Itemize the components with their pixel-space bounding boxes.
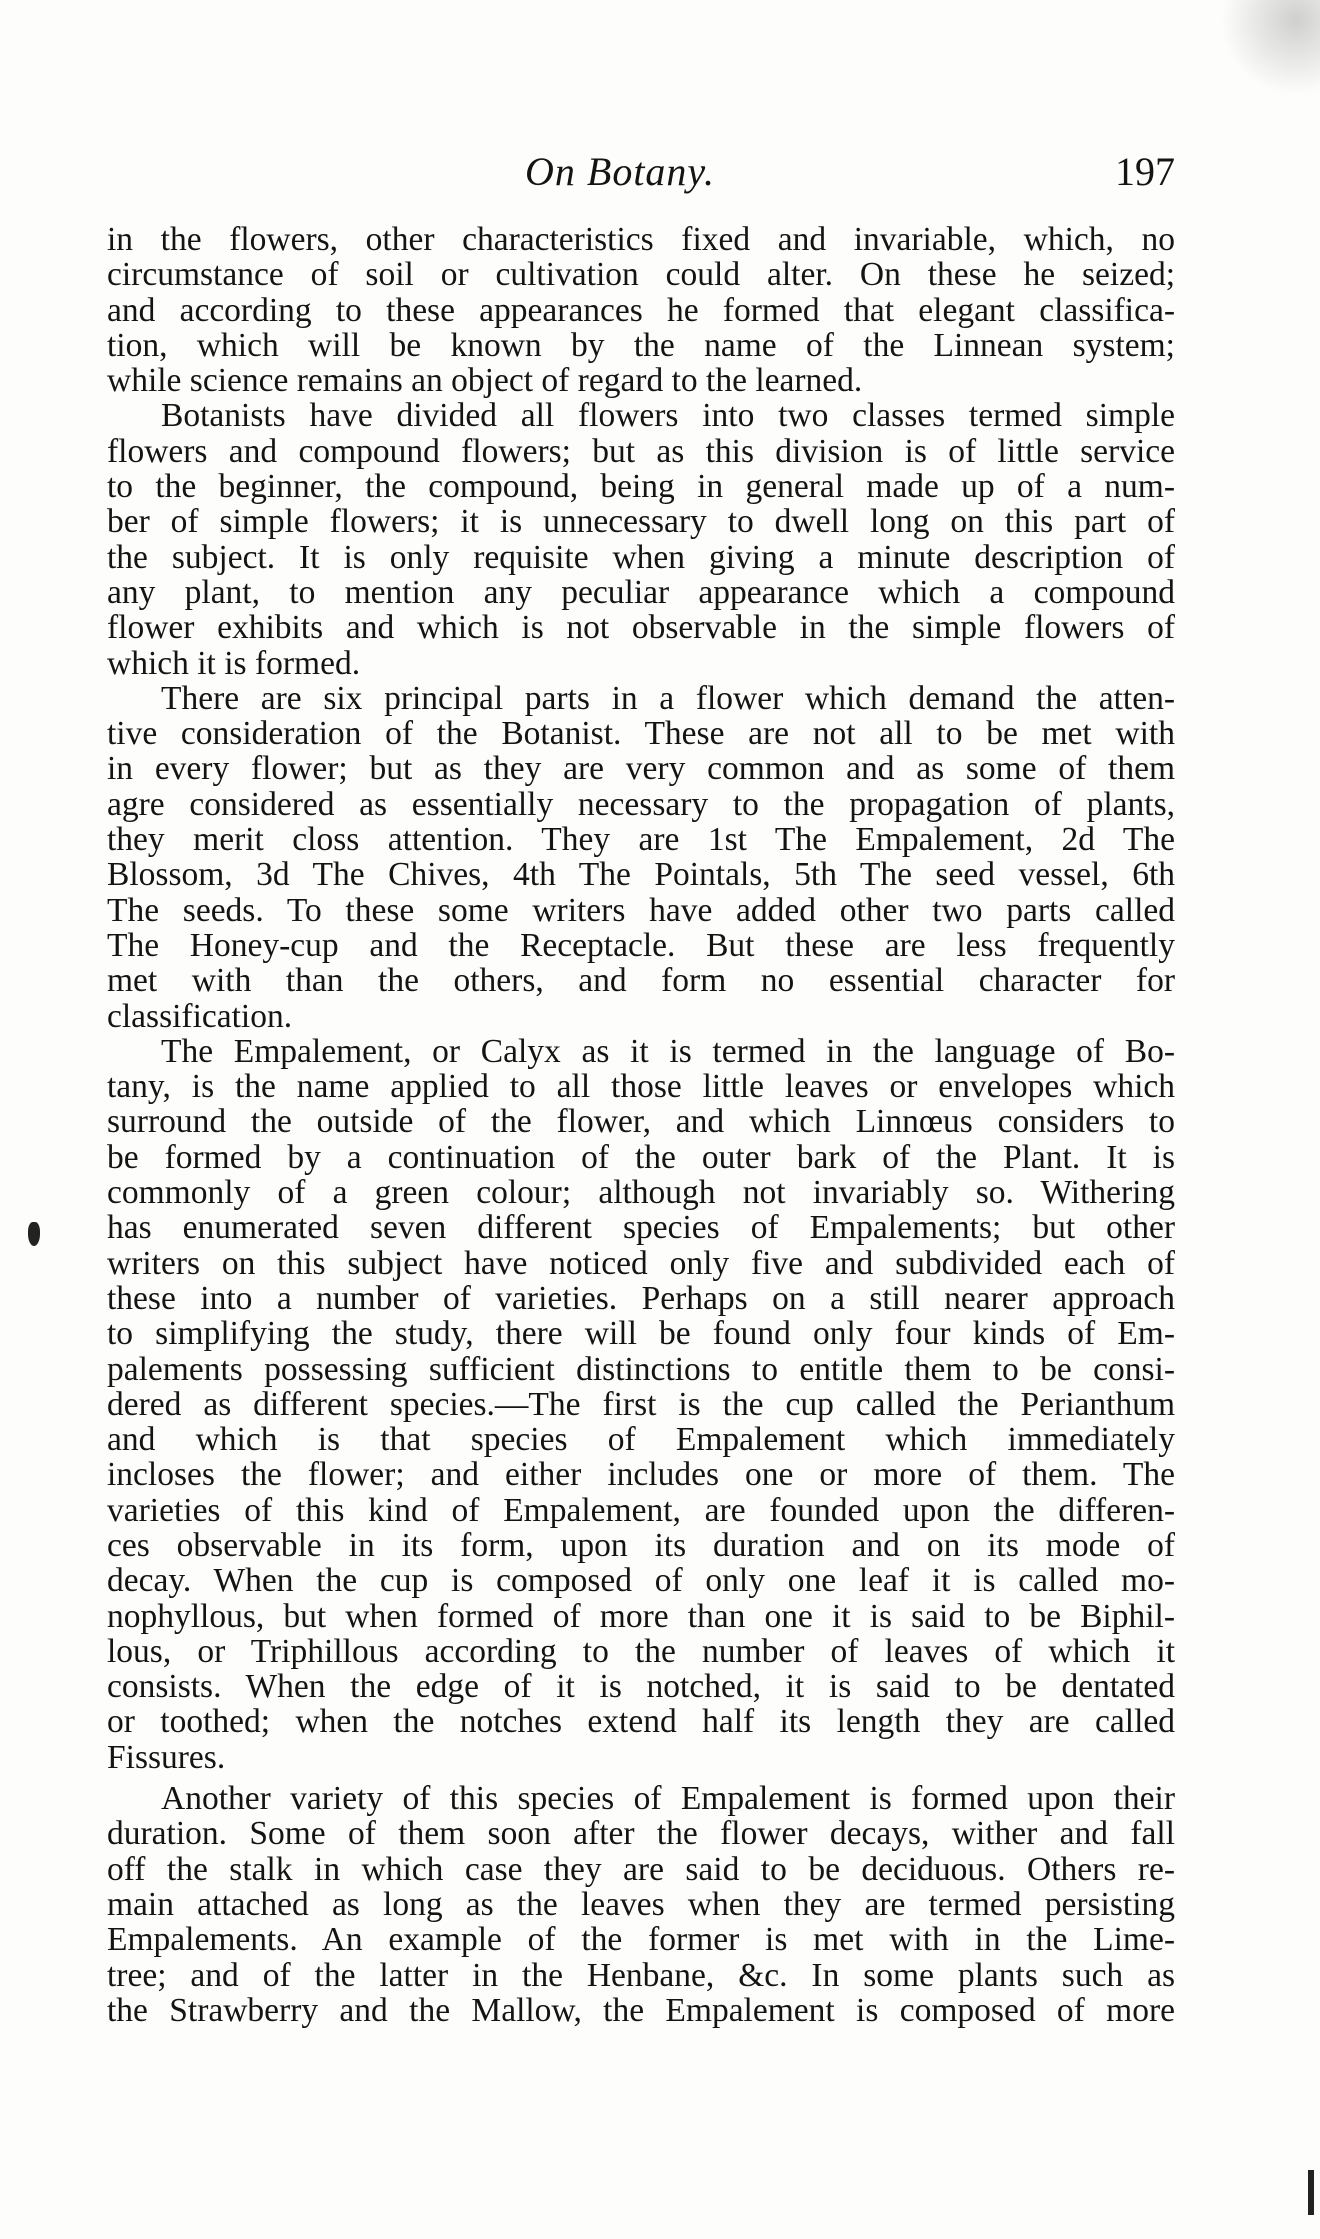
text-line: The seeds. To these some writers have added other two parts called bbox=[107, 892, 1175, 928]
text-line: ces observable in its form, upon its duration and on its mode of bbox=[107, 1527, 1175, 1564]
text-line: nophyllous, but when formed of more than one it is said to be Biphil- bbox=[107, 1598, 1175, 1634]
text-line: decay. When the cup is composed of only one leaf it is called mo- bbox=[107, 1563, 1175, 1599]
text-line: to the beginner, the compound, being in general made up of a num- bbox=[107, 469, 1175, 505]
paper-speckle bbox=[1200, 0, 1320, 100]
text-line: ber of simple flowers; it is unnecessary to dwell long on this part of bbox=[107, 504, 1175, 540]
text-line: duration. Some of them soon after the flower decays, wither and fall bbox=[107, 1816, 1175, 1852]
text-line: varieties of this kind of Empalement, are founded upon the differen- bbox=[107, 1492, 1175, 1528]
text-line: flower exhibits and which is not observable in the simple flowers of bbox=[107, 610, 1175, 646]
text-line: in every flower; but as they are very common and as some of them bbox=[107, 751, 1175, 787]
text-line: incloses the flower; and either includes one or more of them. The bbox=[107, 1457, 1175, 1493]
text-line: which it is formed. bbox=[107, 645, 361, 681]
text-line: Another variety of this species of Empalement is formed upon their bbox=[161, 1781, 1175, 1817]
text-line: in the flowers, other characteristics fixed and invariable, which, no bbox=[107, 222, 1175, 258]
text-line: classification. bbox=[107, 998, 293, 1034]
text-line: Botanists have divided all flowers into two classes termed simple bbox=[161, 398, 1175, 434]
text-line: flowers and compound flowers; but as this division is of little service bbox=[107, 433, 1175, 470]
text-line: and according to these appearances he formed that elegant classifica- bbox=[107, 292, 1175, 328]
text-line: while science remains an object of regard to the learned. bbox=[107, 363, 863, 399]
text-line: dered as different species.—The first is the cup called the Perianthum bbox=[107, 1386, 1175, 1423]
page-edge-mark bbox=[1308, 2170, 1314, 2215]
text-line: the subject. It is only requisite when giving a minute description of bbox=[107, 539, 1175, 575]
text-line: agre considered as essentially necessary to the propagation of plants, bbox=[107, 786, 1175, 823]
text-line: surround the outside of the flower, and which Linnœus considers to bbox=[107, 1104, 1175, 1140]
body-text bbox=[107, 222, 1175, 2028]
text-line: the Strawberry and the Mallow, the Empalement is composed of more bbox=[107, 1992, 1175, 2029]
running-head bbox=[105, 148, 1175, 198]
text-line: be formed by a continuation of the outer bark of the Plant. It is bbox=[107, 1139, 1175, 1176]
text-line: The Honey-cup and the Receptacle. But these are less frequently bbox=[107, 927, 1175, 964]
text-line: these into a number of varieties. Perhaps on a still nearer approach bbox=[107, 1280, 1175, 1317]
text-line: Fissures. bbox=[107, 1739, 226, 1776]
text-line: tion, which will be known by the name of the Linnean system; bbox=[107, 327, 1175, 364]
text-line: There are six principal parts in a flower which demand the atten- bbox=[161, 680, 1175, 717]
text-line: writers on this subject have noticed only five and subdivided each of bbox=[107, 1245, 1175, 1281]
text-line: circumstance of soil or cultivation could alter. On these he seized; bbox=[107, 257, 1175, 293]
text-line: any plant, to mention any peculiar appearance which a compound bbox=[107, 574, 1175, 611]
page-number: 197 bbox=[1115, 149, 1175, 194]
text-line: main attached as long as the leaves when they are termed persisting bbox=[107, 1886, 1175, 1923]
running-title: On Botany. bbox=[525, 149, 715, 194]
text-line: they merit closs attention. They are 1st The Empalement, 2d The bbox=[107, 822, 1175, 858]
ink-blot bbox=[28, 1222, 40, 1246]
text-line: Empalements. An example of the former is met with in the Lime- bbox=[107, 1922, 1175, 1958]
text-line: palements possessing sufficient distinctions to entitle them to be consi- bbox=[107, 1351, 1175, 1387]
text-line: and which is that species of Empalement which immediately bbox=[107, 1422, 1175, 1458]
text-line: or toothed; when the notches extend half its length they are called bbox=[107, 1704, 1175, 1740]
text-line: lous, or Triphillous according to the number of leaves of which it bbox=[107, 1633, 1175, 1670]
text-line: to simplifying the study, there will be found only four kinds of Em- bbox=[107, 1316, 1175, 1352]
text-line: Blossom, 3d The Chives, 4th The Pointals, 5th The seed vessel, 6th bbox=[107, 857, 1175, 893]
text-line: has enumerated seven different species of Empalements; but other bbox=[107, 1210, 1175, 1246]
text-line: tany, is the name applied to all those little leaves or envelopes which bbox=[107, 1069, 1175, 1105]
text-line: tive consideration of the Botanist. These are not all to be met with bbox=[107, 716, 1175, 752]
text-line: commonly of a green colour; although not invariably so. Withering bbox=[107, 1175, 1175, 1211]
text-line: The Empalement, or Calyx as it is termed in the language of Bo- bbox=[161, 1033, 1175, 1070]
text-line: met with than the others, and form no essential character for bbox=[107, 963, 1175, 999]
text-line: tree; and of the latter in the Henbane, &c. In some plants such as bbox=[107, 1957, 1175, 1993]
text-line: consists. When the edge of it is notched, it is said to be dentated bbox=[107, 1669, 1175, 1705]
text-line: off the stalk in which case they are said to be deciduous. Others re- bbox=[107, 1851, 1175, 1887]
